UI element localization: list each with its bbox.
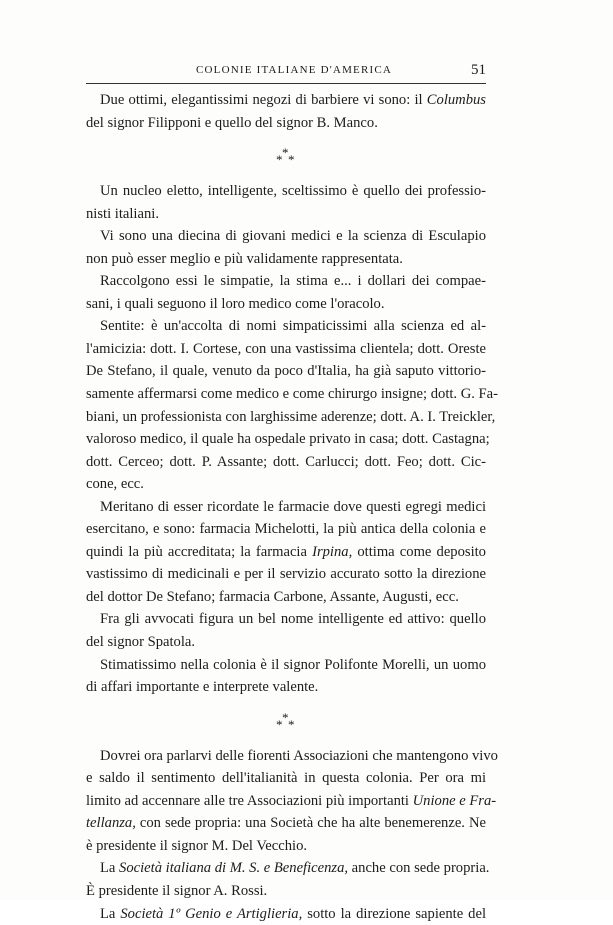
text-line: l'amicizia: dott. I. Cortese, con una vastissima clientela; dott. Oreste [86,338,486,361]
section-dinkus [86,144,486,170]
text-line: del dottor De Stefano; farmacia Carbone, Assante, Augusti, ecc. [86,586,486,609]
paragraph-doctors [86,225,486,270]
text-line: del signor Filipponi e quello del signor B. Manco. [86,112,486,135]
italic-name: Columbus [427,92,486,108]
paragraph-pharmacies [86,496,486,609]
asterism-mark: * [288,718,295,731]
paragraph-barbers [86,89,486,134]
text-line: Un nucleo eletto, intelligente, sceltissimo è quello dei professio- [86,180,486,203]
text-line: Meritano di esser ricordate le farmacie dove questi egregi medici [86,496,486,519]
asterism-mark: * [276,153,283,166]
section-dinkus [86,709,486,735]
paragraph-sympathies [86,270,486,315]
paragraph-morelli [86,654,486,699]
italic-name: Irpina, [312,544,352,560]
text-line: è presidente il signor M. Del Vecchio. [86,835,486,858]
text-line: non può esser meglio e più validamente rappresentata. [86,248,486,271]
text-line: dott. Cerceo; dott. P. Assante; dott. Carlucci; dott. Feo; dott. Cic- [86,451,486,474]
paragraph-associations [86,745,486,858]
text-line: sani, i quali seguono il loro medico come l'oracolo. [86,293,486,316]
text-line: del signor Spatola. [86,631,486,654]
page-number: 51 [471,62,486,79]
text-line: Stimatissimo nella colonia è il signor Polifonte Morelli, un uomo [86,654,486,677]
header-rule [86,83,486,84]
text-line: tellanza, con sede propria: una Società che ha alte benemerenze. Ne [86,812,486,835]
text-line: Vi sono una diecina di giovani medici e la scienza di Esculapio [86,225,486,248]
asterism-mark: * [276,718,283,731]
text-line: Raccolgono essi le simpatie, la stima e... i dollari dei compae- [86,270,486,293]
text-line: di affari importante e interprete valente. [86,676,486,699]
text-line: limito ad accennare alle tre Associazioni più importanti Unione e Fra- [86,790,486,813]
text-line: Due ottimi, elegantissimi negozi di barbiere vi sono: il Columbus [86,89,486,112]
italic-name: Unione e Fra- [413,793,497,809]
text-line: La Società 1º Genio e Artiglieria, sotto la direzione sapiente del [86,903,486,925]
text-line: nisti italiani. [86,203,486,226]
text-line: valoroso medico, il quale ha ospedale privato in casa; dott. Castagna; [86,428,486,451]
text-line: vastissimo di medicinali e per il servizio accurato sotto la direzione [86,563,486,586]
text-line: De Stefano, il quale, venuto da poco d'Italia, ha già saputo vittorio- [86,360,486,383]
text-line: e saldo il sentimento dell'italianità in questa colonia. Per ora mi [86,767,486,790]
text-line: Dovrei ora parlarvi delle fiorenti Associazioni che mantengono vivo [86,745,486,768]
text-line: quindi la più accreditata; la farmacia Irpina, ottima come deposito [86,541,486,564]
italic-name: tellanza, [86,815,136,831]
text-line: Sentite: è un'accolta di nomi simpaticissimi alla scienza ed al- [86,315,486,338]
asterism-mark: * [282,711,289,724]
running-head [86,62,486,82]
text-line: È presidente il signor A. Rossi. [86,880,486,903]
paragraph-genio-society [86,903,486,925]
text-line: cone, ecc. [86,473,486,496]
text-line: La Società italiana di M. S. e Beneficenza, anche con sede propria. [86,857,486,880]
paragraph-mutual-aid-society [86,857,486,902]
paragraph-doctor-names [86,315,486,495]
text-line: samente affermarsi come medico e come chirurgo insigne; dott. G. Fa- [86,383,486,406]
paragraph-lawyers [86,608,486,653]
text-line: Fra gli avvocati figura un bel nome intelligente ed attivo: quello [86,608,486,631]
text-line: biani, un professionista con larghissime aderenze; dott. A. I. Treickler, [86,406,486,429]
asterism-mark: * [288,153,295,166]
italic-name: Società italiana di M. S. e Beneficenza, [119,860,348,876]
running-title: COLONIE ITALIANE D'AMERICA [196,64,392,76]
italic-name: Società 1º Genio e Artiglieria, [120,906,302,922]
text-line: esercitano, e sono: farmacia Michelotti, la più antica della colonia e [86,518,486,541]
body-text [86,89,486,925]
paragraph-professionals [86,180,486,225]
asterism-mark: * [282,146,289,159]
